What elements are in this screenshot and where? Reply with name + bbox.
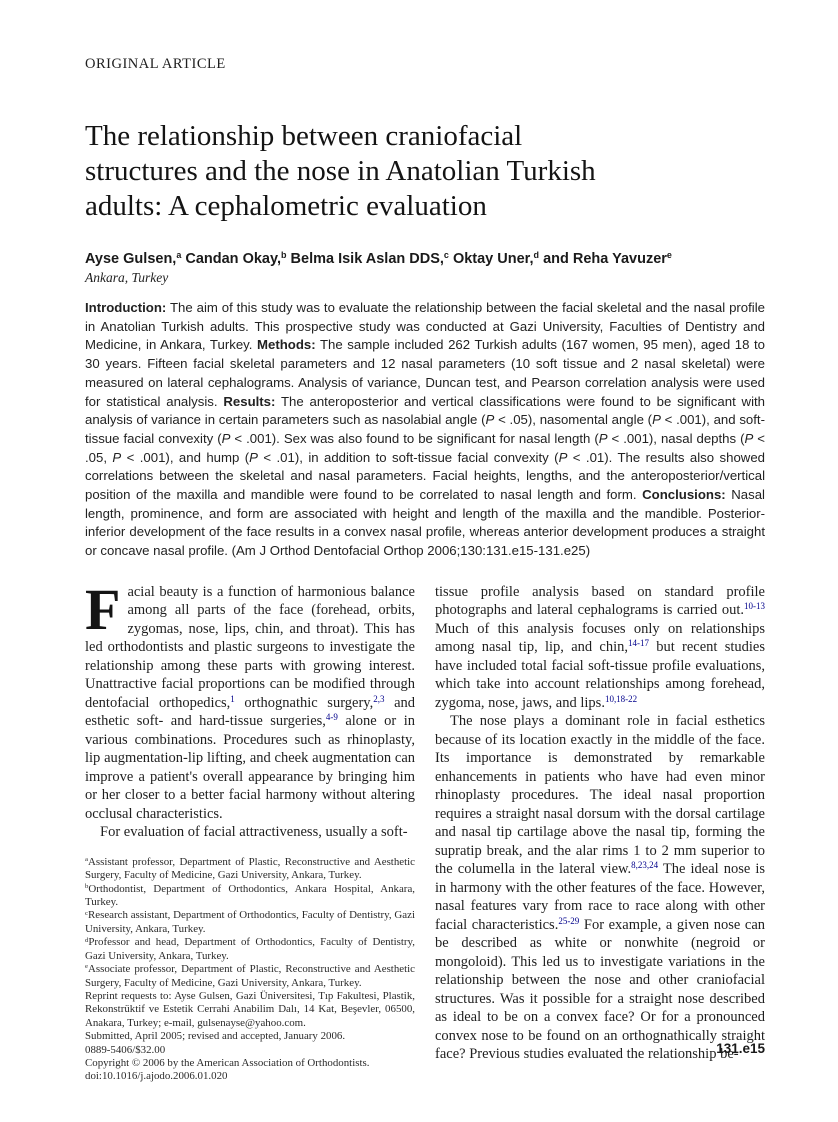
article-type-label: ORIGINAL ARTICLE (85, 56, 226, 72)
footnote-affiliation-b: $^b$Orthodontist, Department of Orthodontics, Ankara Hospital, Ankara, Turkey. (85, 882, 415, 909)
author-location: Ankara, Turkey (85, 270, 169, 285)
article-title (85, 119, 765, 224)
footnotes-block (85, 856, 415, 1084)
body-column-left (85, 576, 415, 1084)
article-title-line-1: The relationship between craniofacial (85, 120, 523, 152)
dropcap-letter: F (85, 576, 121, 642)
body-paragraph-1 (85, 576, 415, 824)
body-paragraph-2: For evaluation of facial attractiveness, usually a soft- (100, 824, 408, 841)
body-column-right (435, 583, 765, 1084)
footnote-affiliation-c: $^c$Research assistant, Department of Orthodontics, Faculty of Dentistry, Gazi University, Ankara, Turkey. (85, 909, 415, 935)
footnote-doi: doi:10.1016/j.ajodo.2006.01.020 (85, 1070, 228, 1083)
footnote-issn-price: 0889-5406/$32.00 (85, 1043, 166, 1056)
footnote-affiliation-d: $^d$Professor and head, Department of Orthodontics, Faculty of Dentistry, Gazi University, Ankara, Turkey. (85, 936, 415, 962)
body-paragraph-3: tissue profile analysis based on standard profile photographs and lateral cephalograms is carried out.$^{10-13}$ Much of this analysis focuses only on relationships among nasal tip, lip, and chin,$^{14-17}$ but recent studies have included total facial soft-tissue profile evaluations, which take into account relationships among forehead, zygoma, nose, jaws, and lips.$^{10,18-22}$ (435, 583, 765, 711)
footnote-affiliation-a: $^a$Assistant professor, Department of Plastic, Reconstructive and Aesthetic Surgery, Faculty of Medicine, Gazi University, Ankara, Turkey. (85, 855, 415, 882)
body-paragraph-1-text: acial beauty is a function of harmonious balance among all parts of the face (forehead, orbits, zygomas, nose, lips, chin, and throat). This has led orthodontists and plastic surgeons to investigate the relationship among these parts with growing interest. Unattractive facial proportions can be modified through dentofacial orthopedics,$^1$ orthognathic surgery,$^{2,3}$ and esthetic soft- and hard-tissue surgeries,$^{4-9}$ alone or in various combinations. Procedures such as rhinoplasty, lip augmentation-lip lifting, and cheek augmentation can improve a patient's overall appearance by bringing him or her closer to a better facial harmony without altering occlusal characteristics. (85, 583, 415, 822)
article-title-line-2: structures and the nose in Anatolian Turkish (85, 155, 596, 187)
article-title-line-3: adults: A cephalometric evaluation (85, 190, 487, 222)
page-number: 131.e15 (716, 1041, 765, 1056)
author-byline: Ayse Gulsen,$^a$ Candan Okay,$^b$ Belma Isik Aslan DDS,$^c$ Oktay Uner,$^d$ and Reha Yavuzer$^e$ (85, 250, 672, 267)
abstract-text: Introduction: The aim of this study was to evaluate the relationship between the facial skeletal and the nasal profile in Anatolian Turkish adults. This prospective study was conducted at Gazi University, Faculties of Dentistry and Medicine, in Ankara, Turkey. Methods: The sample included 262 Turkish adults (167 women, 95 men), aged 18 to 30 years. Fifteen facial skeletal parameters and 12 nasal parameters (10 soft tissue and 2 nasal skeletal) were measured on lateral cephalograms. Analysis of variance, Duncan test, and Pearson correlation analysis were used for statistical analysis. Results: The anteroposterior and vertical classifications were found to be significant with analysis of variance in certain parameters such as nasolabial angle (P < .05), nasomental angle (P < .001), and soft-tissue facial convexity (P < .001). Sex was also found to be significant for nasal length (P < .001), nasal depths (P < .05, P < .001), and hump (P < .01), in addition to soft-tissue facial convexity (P < .01). The results also showed correlations between the skeletal and nasal parameters. Facial heights, lengths, and the anteroposterior/vertical position of the maxilla and mandible were found to be correlated to nasal length and form. Conclusions: Nasal length, prominence, and form are associated with height and length of the maxilla and the mandible. Posterior-inferior development of the face results in a convex nasal profile, whereas anterior development produces a straight or concave nasal profile. (Am J Orthod Dentofacial Orthop 2006;130:131.e15-131.e25) (85, 300, 766, 559)
footnote-affiliation-e: $^e$Associate professor, Department of Plastic, Reconstructive and Aesthetic Surgery, Faculty of Medicine, Gazi University, Ankara, Turkey. (85, 963, 415, 989)
footnote-copyright: Copyright © 2006 by the American Association of Orthodontists. (85, 1056, 370, 1069)
body-paragraph-4: The nose plays a dominant role in facial esthetics because of its location exactly in the middle of the face. Its importance is demonstrated by remarkable enhancements in patients who have had even minor rhinoplasty procedures. The ideal nasal proportion requires a straight nasal dorsum with the dorsal cartilage and nasal tip cartilage above the nasal tip, forming the supratip break, and the alar rims 1 to 2 mm superior to the columella in the lateral view.$^{8,23,24}$ The ideal nose is in harmony with the other features of the face. However, nasal features vary from race to race along with other facial characteristics.$^{25-29}$ For example, a given nose can be described as white or nonwhite (negroid or mongoloid). This led us to investigate variations in the relationship between the nose and other craniofacial structures. Was it possible for a straight nose described as ideal to be on a convex face? Or for a pronounced convex nose to be found on an orthognathically straight face? Previous studies evaluated the relationship be- (435, 713, 765, 1063)
footnote-submission-dates: Submitted, April 2005; revised and accepted, January 2006. (85, 1030, 346, 1043)
body-columns (85, 576, 765, 1084)
footnote-reprint-requests: Reprint requests to: Ayse Gulsen, Gazi Üniversitesi, Tıp Fakultesi, Plastik, Rekonstrüktif ve Estetik Cerrahi Anabilim Dalı, 14 Kat, Beşevler, 06500, Anakara, Turkey; e-mail, gulsenayse@yahoo.com. (85, 989, 415, 1029)
